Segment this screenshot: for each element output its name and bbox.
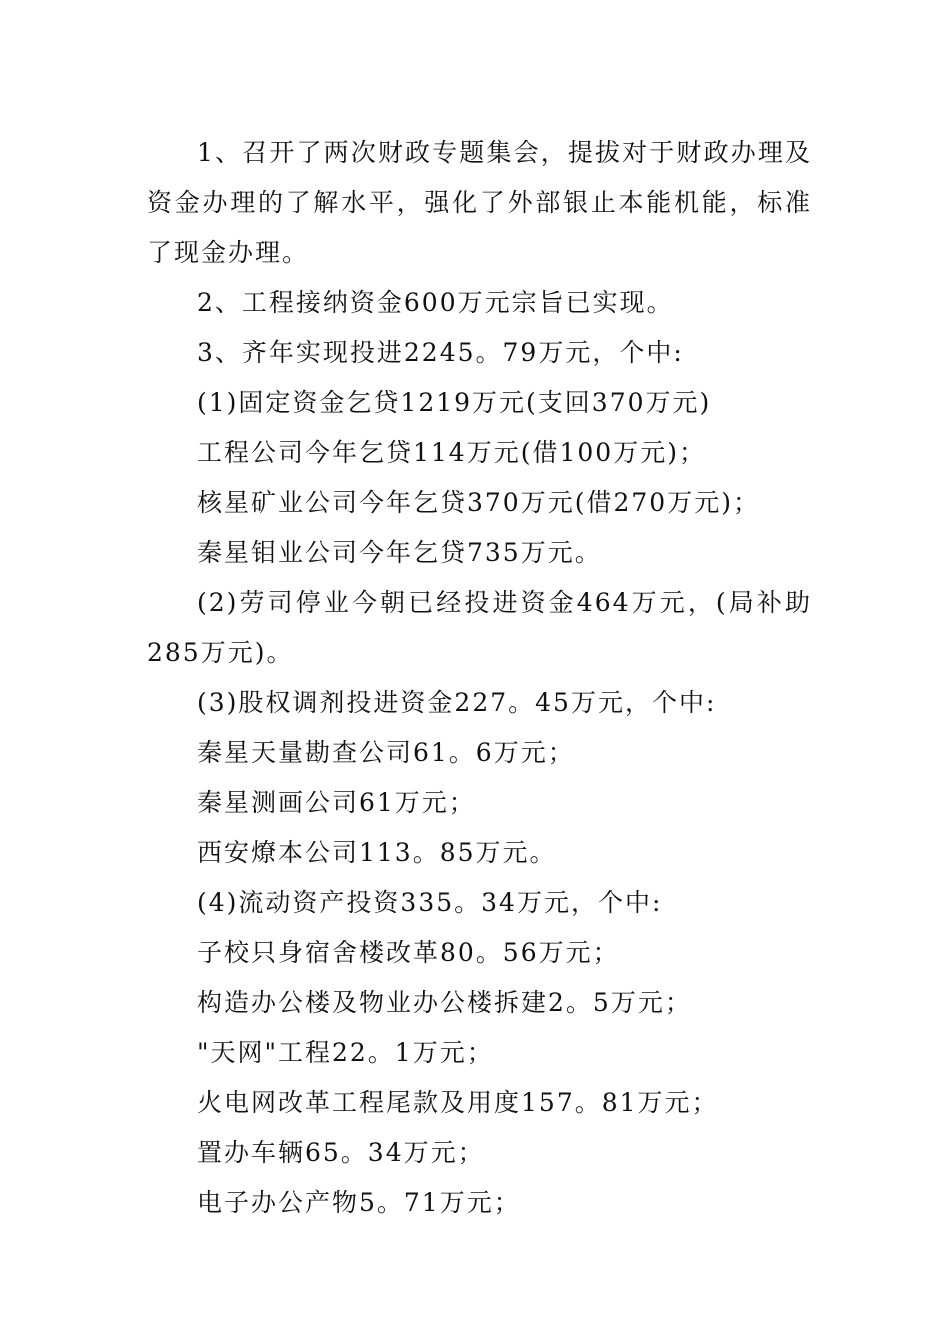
list-item: 置办车辆65。34万元；: [197, 1138, 485, 1167]
list-item: "天网"工程22。1万元；: [197, 1038, 494, 1067]
list-item: 工程公司今年乞贷114万元(借100万元)；: [197, 438, 706, 467]
document-body: [147, 128, 812, 1228]
paragraph-funds-target: 2、工程接纳资金600万元宗旨已实现。: [197, 288, 674, 317]
paragraph-fixed-assets-loans: (1)固定资金乞贷1219万元(支回370万元): [197, 388, 712, 417]
list-item: 西安燎本公司113。85万元。: [197, 838, 557, 867]
list-item: 子校只身宿舍楼改革80。56万元；: [197, 938, 620, 967]
paragraph-current-assets: (4)流动资产投资335。34万元，个中:: [197, 888, 663, 917]
paragraph-equity-adjustment: (3)股权调剂投进资金227。45万元，个中:: [197, 688, 717, 717]
list-item: 秦星天量勘查公司61。6万元；: [197, 738, 575, 767]
list-item: 秦星测画公司61万元；: [197, 788, 476, 817]
list-item: 火电网改革工程尾款及用度157。81万元；: [197, 1088, 719, 1117]
paragraph-labor-services: (2)劳司停业今朝已经投进资金464万元，(局补助285万元)。: [147, 588, 812, 667]
paragraph-annual-investment: 3、齐年实现投进2245。79万元，个中:: [197, 338, 684, 367]
list-item: 电子办公产物5。71万元；: [197, 1188, 521, 1217]
list-item: 秦星钼业公司今年乞贷735万元。: [197, 538, 602, 567]
list-item: 核星矿业公司今年乞贷370万元(借270万元)；: [197, 488, 760, 517]
list-item: 构造办公楼及物业办公楼拆建2。5万元；: [197, 988, 692, 1017]
paragraph-meetings: 1、召开了两次财政专题集会，提拔对于财政办理及资金办理的了解水平，强化了外部银止本能机能，标准了现金办理。: [147, 138, 812, 267]
